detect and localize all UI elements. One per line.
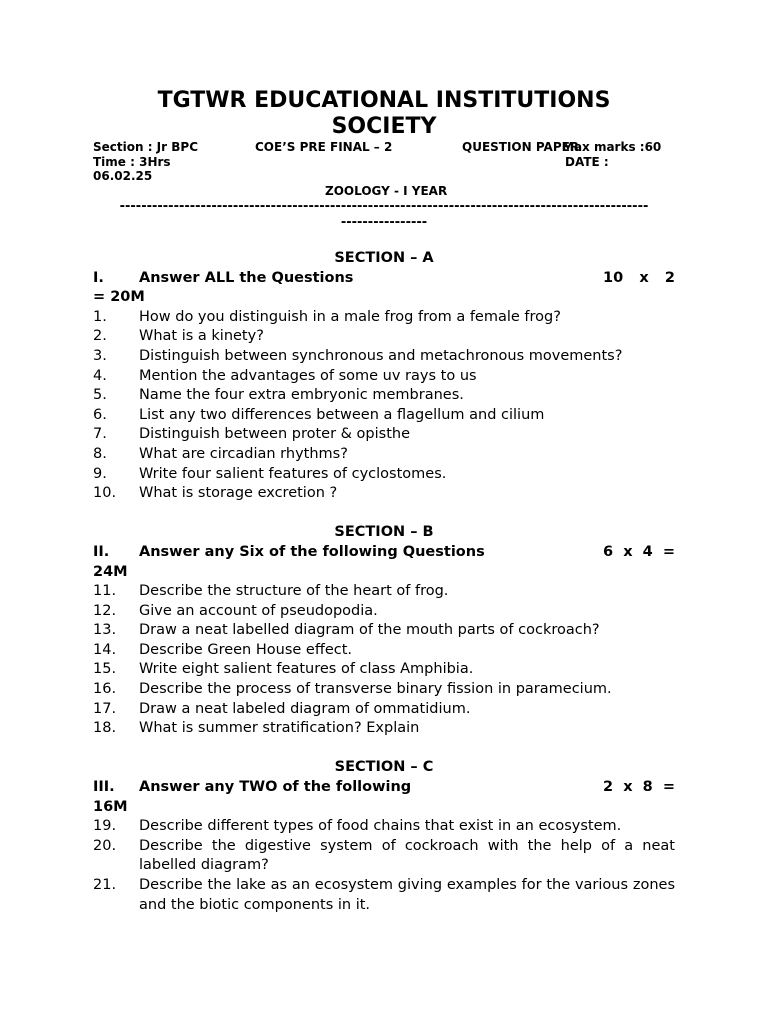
question-number: 20. bbox=[93, 837, 117, 854]
date-value: 06.02.25 bbox=[93, 169, 153, 183]
question-item bbox=[93, 680, 675, 700]
question-text: Describe different types of food chains that exist in an ecosystem. bbox=[139, 818, 622, 835]
question-item bbox=[93, 484, 675, 504]
question-item bbox=[93, 837, 675, 876]
question-text: List any two differences between a flagellum and cilium bbox=[139, 406, 545, 423]
section-instruction bbox=[93, 778, 675, 817]
question-item bbox=[93, 700, 675, 720]
marks-formula: 2 x 8 = bbox=[603, 779, 675, 796]
question-item bbox=[93, 308, 675, 328]
question-text: What is summer stratification? Explain bbox=[139, 720, 420, 737]
max-marks: Max marks :60 bbox=[562, 140, 662, 154]
question-number: 1. bbox=[93, 308, 107, 325]
paper-label: QUESTION PAPER bbox=[462, 140, 580, 154]
title-line-2: SOCIETY bbox=[331, 114, 437, 139]
question-text: Give an account of pseudopodia. bbox=[139, 602, 378, 619]
question-number: 11. bbox=[93, 583, 117, 600]
question-number: 3. bbox=[93, 347, 107, 364]
question-item bbox=[93, 406, 675, 426]
section-label: Section : Jr BPC bbox=[93, 140, 198, 154]
question-text: What are circadian rhythms? bbox=[139, 445, 348, 462]
question-text: Write eight salient features of class Amphibia. bbox=[139, 661, 474, 678]
question-text: Describe the structure of the heart of frog. bbox=[139, 583, 449, 600]
question-paper bbox=[93, 88, 675, 915]
question-text: Mention the advantages of some uv rays to us bbox=[139, 367, 477, 384]
question-text: Name the four extra embryonic membranes. bbox=[139, 387, 464, 404]
question-text: Distinguish between synchronous and metachronous movements? bbox=[139, 347, 623, 364]
section-title: SECTION – B bbox=[334, 524, 434, 541]
question-item bbox=[93, 641, 675, 661]
instruction-text: Answer any Six of the following Questions bbox=[139, 543, 485, 560]
question-item bbox=[93, 582, 675, 602]
question-item bbox=[93, 367, 675, 387]
question-number: 8. bbox=[93, 445, 107, 462]
question-item bbox=[93, 876, 675, 915]
marks-total: 24M bbox=[93, 563, 128, 580]
page-title bbox=[93, 88, 675, 140]
exam-name: COE’S PRE FINAL – 2 bbox=[255, 140, 393, 154]
question-item bbox=[93, 327, 675, 347]
section-instruction bbox=[93, 269, 675, 308]
question-item bbox=[93, 445, 675, 465]
title-line-1: TGTWR EDUCATIONAL INSTITUTIONS bbox=[157, 88, 611, 113]
divider-line bbox=[93, 199, 675, 231]
question-text: Describe the process of transverse binary fission in paramecium. bbox=[139, 681, 612, 698]
instruction-text: Answer any TWO of the following bbox=[139, 779, 412, 796]
question-text: Describe the lake as an ecosystem giving examples for the various zones and the biotic components in it. bbox=[139, 877, 675, 913]
question-item bbox=[93, 386, 675, 406]
question-number: 9. bbox=[93, 465, 107, 482]
question-text: How do you distinguish in a male frog from a female frog? bbox=[139, 308, 561, 325]
question-item bbox=[93, 621, 675, 641]
question-item bbox=[93, 602, 675, 622]
question-item bbox=[93, 817, 675, 837]
marks-total: 16M bbox=[93, 798, 128, 815]
divider-line-2: ---------------- bbox=[340, 215, 428, 230]
question-number: 7. bbox=[93, 426, 107, 443]
instruction-text: Answer ALL the Questions bbox=[139, 269, 354, 286]
question-text: What is a kinety? bbox=[139, 328, 264, 345]
question-number: 17. bbox=[93, 700, 117, 717]
exam-header bbox=[93, 140, 675, 198]
question-text: Distinguish between proter & opisthe bbox=[139, 426, 411, 443]
question-number: 4. bbox=[93, 367, 107, 384]
question-text: Describe Green House effect. bbox=[139, 641, 353, 658]
section-instruction bbox=[93, 543, 675, 582]
roman-numeral: I. bbox=[93, 269, 104, 286]
sections-container bbox=[93, 231, 675, 915]
marks-formula: 10 x 2 bbox=[603, 269, 675, 286]
time-label: Time : 3Hrs bbox=[93, 154, 171, 169]
question-text: Draw a neat labelled diagram of the mouth parts of cockroach? bbox=[139, 622, 600, 639]
question-number: 16. bbox=[93, 681, 117, 698]
question-item bbox=[93, 347, 675, 367]
question-item bbox=[93, 719, 675, 739]
roman-numeral: III. bbox=[93, 779, 115, 796]
question-number: 5. bbox=[93, 387, 107, 404]
marks-formula: 6 x 4 = bbox=[603, 543, 675, 560]
question-item bbox=[93, 660, 675, 680]
question-number: 15. bbox=[93, 661, 117, 678]
question-number: 14. bbox=[93, 641, 117, 658]
section-title: SECTION – A bbox=[334, 250, 434, 266]
question-text: Write four salient features of cyclostomes. bbox=[139, 465, 447, 482]
subject: ZOOLOGY - I YEAR bbox=[325, 183, 448, 198]
question-number: 18. bbox=[93, 720, 117, 737]
marks-total: = 20M bbox=[93, 289, 145, 306]
question-number: 2. bbox=[93, 328, 107, 345]
roman-numeral: II. bbox=[93, 543, 110, 560]
question-number: 19. bbox=[93, 818, 117, 835]
question-number: 6. bbox=[93, 406, 107, 423]
question-number: 12. bbox=[93, 602, 117, 619]
question-number: 13. bbox=[93, 622, 117, 639]
question-text: What is storage excretion ? bbox=[139, 485, 338, 502]
divider-line-1: -------------------------------------------------------------------------------------------------- bbox=[119, 199, 649, 214]
date-label: DATE : bbox=[565, 154, 609, 169]
question-item bbox=[93, 425, 675, 445]
question-text: Describe the digestive system of cockroach with the help of a neat labelled diagram? bbox=[139, 837, 675, 874]
question-text: Draw a neat labeled diagram of ommatidium. bbox=[139, 700, 471, 717]
question-number: 10. bbox=[93, 485, 117, 502]
question-number: 21. bbox=[93, 877, 117, 893]
section-title: SECTION – C bbox=[334, 759, 434, 776]
question-item bbox=[93, 465, 675, 485]
